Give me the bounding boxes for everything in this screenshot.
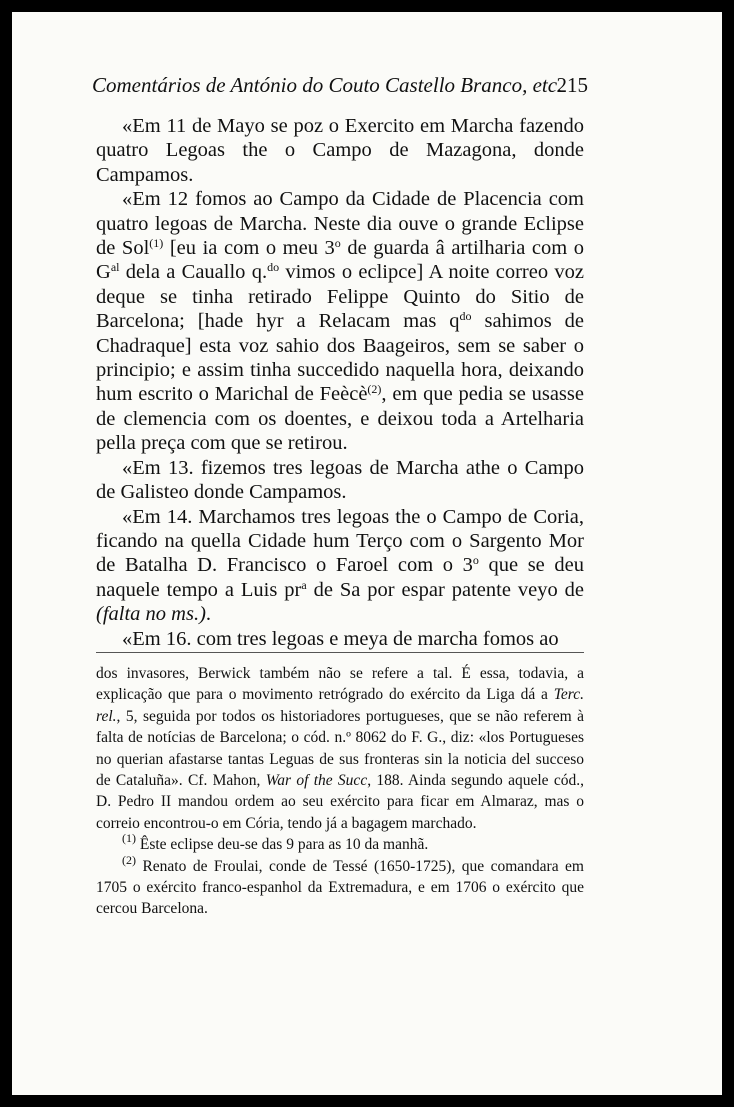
book-page [12,12,722,1095]
superscript-marker: o [334,236,341,251]
text-run: . [205,603,212,626]
text-run: , 188. Ainda segundo aquele cód., D. Pedro II mandou ordem ao seu exército para ficar em Almaraz, mas o correio encontrou-o em Cória, tendo já a bagagem marchado. [96,772,585,832]
footnote [96,852,584,920]
text-run: «Em 11 de Mayo se poz o Exercito em Marcha fazendo quatro Legoas the o Campo de Mazagona, donde Campamos. [96,115,584,186]
text-run: que se deu naquele tempo a Luis pr [96,554,584,601]
superscript-marker: (2) [122,852,136,867]
italic-text: Terc. rel. [96,686,584,725]
text-run: de Sa por espar patente veyo de [306,578,584,601]
footnote [96,831,584,855]
diary-entry-paragraph [96,627,584,651]
main-text [96,114,584,651]
text-run: , em que pedia se usasse de clemencia com os doentes, e deixou toda a Artelharia pella preça com que se retirou. [96,383,584,455]
text-run: dos invasores, Berwick também não se refere a tal. É essa, todavia, a explicação que para o movimento retrógrado do exército da Liga dá a [96,665,584,704]
text-run: «Em 13. fizemos tres legoas de Marcha athe o Campo de Galisteo donde Campamos. [96,456,584,504]
running-title: Comentários de António do Couto Castello Branco, etc. [92,73,563,97]
superscript-marker: o [472,553,479,568]
footnote-divider [96,652,584,653]
text-run: Êste eclipse deu-se das 9 para as 10 da manhã. [136,836,429,854]
text-run: , 5, seguida por todos os historiadores portugueses, que se não referem à falta de notícias de Barcelona; o cód. n.º 8062 do F. G., diz: «los Portugueses no querian afastarse tantas Leguas de sus fronteras sin la noticia del succeso de Cataluña». Cf. Mahon, [96,707,584,790]
footnote-continuation [96,663,584,834]
superscript-marker: a [301,577,307,592]
diary-entry-paragraph [96,456,584,505]
italic-text: War of the Succ [265,772,368,790]
page-number: 215 [556,73,588,97]
text-run: vimos o eclipce] A noite correo voz deque se tinha retirado Felippe Quinto do Sitio de Barcelona; [hade hyr a Relacam mas q [96,261,584,333]
diary-entry-paragraph [96,505,584,627]
text-run: «Em 12 fomos ao Campo da Cidade de Placencia com quatro legoas de Marcha. Neste dia ouve o grande Eclipse de Sol [96,188,584,260]
footnotes [96,663,584,920]
superscript-marker: do [459,309,472,324]
superscript-marker: (1) [149,236,164,251]
text-run: sahimos de Chadraque] esta voz sahio dos Baageiros, sem se saber o principio; e assim tinha succedido naquella hora, deixando hum escrito o Marichal de Feècè [96,310,585,406]
superscript-marker: al [110,260,120,275]
superscript-marker: do [267,260,280,275]
text-run: «Em 16. com tres legoas e meya de marcha fomos ao [122,627,559,650]
text-run: dela a Cauallo q. [119,261,268,284]
italic-text: (falta no ms.) [96,603,206,626]
superscript-marker: (1) [122,831,136,846]
diary-entry-paragraph [96,114,584,187]
text-run: «Em 14. Marchamos tres legoas the o Campo de Coria, ficando na quella Cidade hum Terço com o Sargento Mor de Batalha D. Francisco o Faroel com o 3 [96,505,584,577]
superscript-marker: (2) [367,382,382,397]
diary-entry-paragraph [96,187,584,455]
text-run: [eu ia com o meu 3 [163,237,335,260]
running-header [92,72,588,98]
text-run: de guarda â artilharia com o G [96,237,585,284]
text-run: Renato de Froulai, conde de Tessé (1650-1725), que comandara em 1705 o exército franco-espanhol da Extremadura, e em 1706 o exército que cercou Barcelona. [96,857,584,918]
